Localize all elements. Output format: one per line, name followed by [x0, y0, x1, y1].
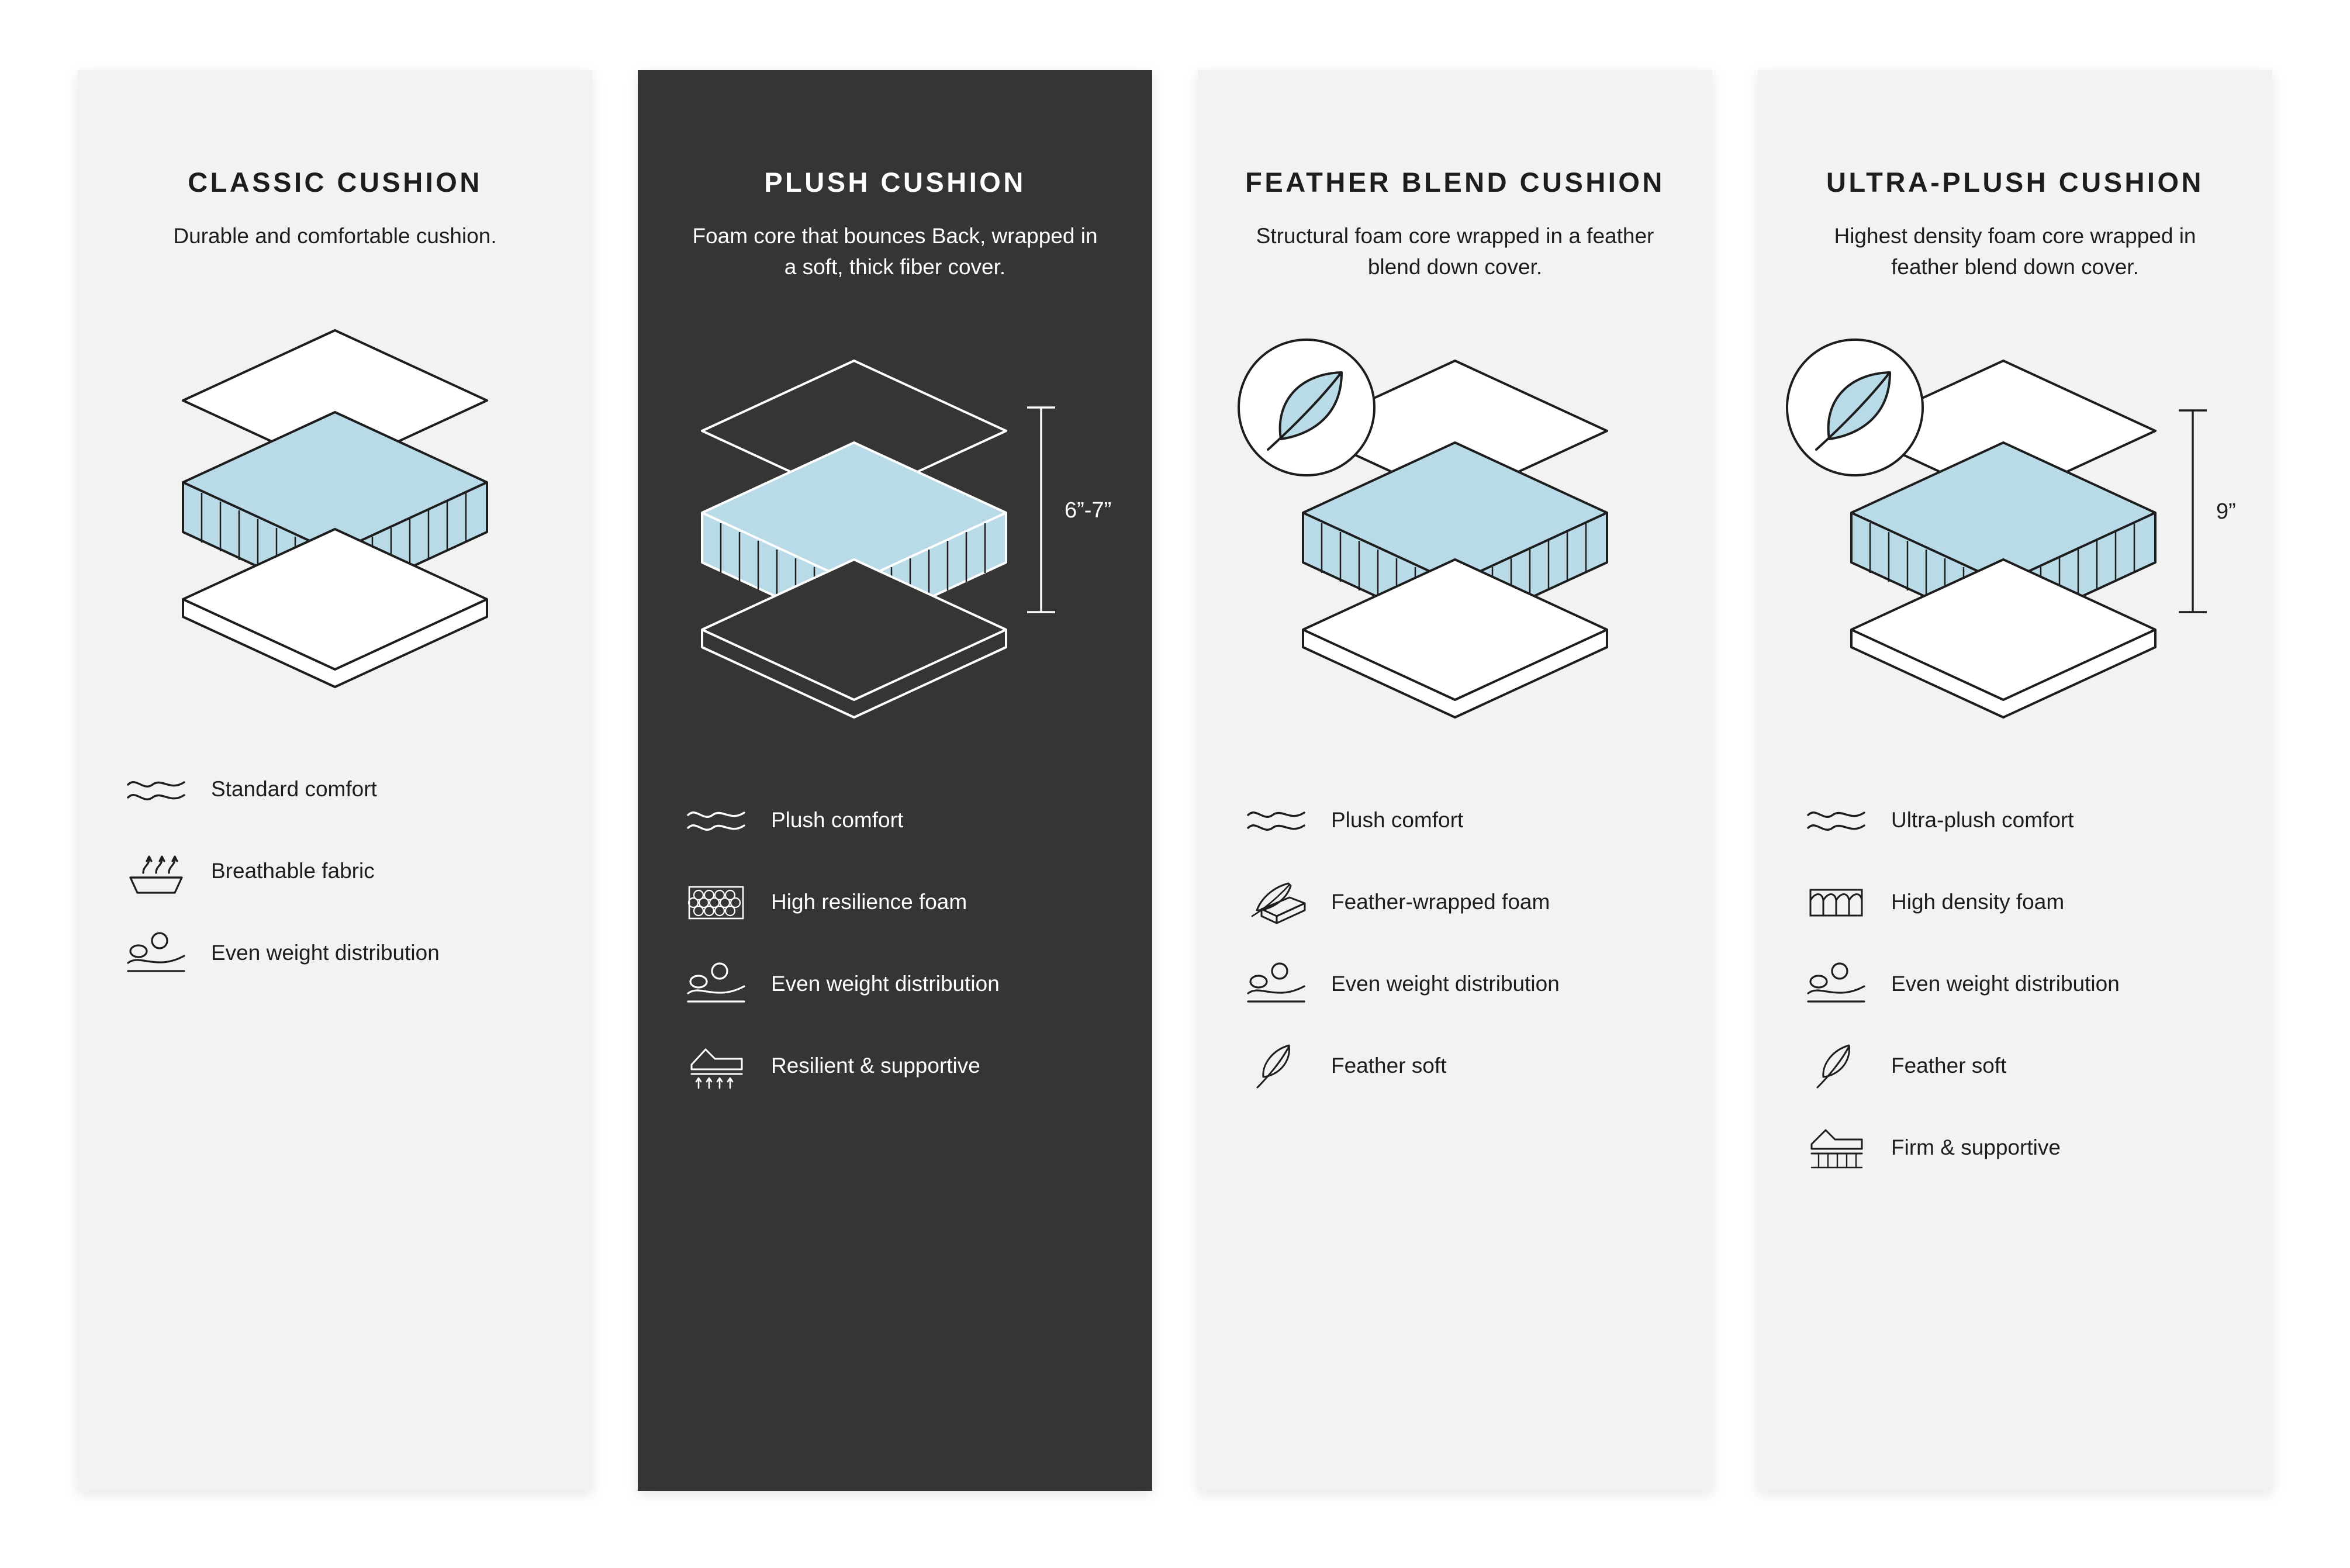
feature-label: Even weight distribution	[1331, 971, 1560, 996]
feature-list-classic	[78, 762, 592, 982]
feather-icon	[1241, 1038, 1311, 1094]
feature-label: High resilience foam	[771, 889, 967, 914]
feature-item	[1801, 874, 2229, 930]
feature-list-plush	[638, 792, 1152, 1094]
feature-list-ultra-plush	[1758, 792, 2272, 1176]
feature-label: Feather-wrapped foam	[1331, 889, 1550, 914]
feature-label: Even weight distribution	[1891, 971, 2120, 996]
page-title: FEATHER BLEND CUSHION	[1245, 167, 1665, 198]
page-title: CLASSIC CUSHION	[188, 167, 482, 198]
even-weight-distribution-icon	[1801, 956, 1871, 1012]
even-weight-distribution-icon	[681, 956, 751, 1012]
waves-icon	[1801, 792, 1871, 848]
card-description: Structural foam core wrapped in a feather blend down cover.	[1256, 224, 1654, 279]
cushion-card-classic	[78, 70, 592, 1491]
layered-cushion-illustration	[638, 296, 1152, 764]
feature-label: Feather soft	[1331, 1053, 1447, 1077]
feature-label: Plush comfort	[771, 807, 904, 832]
feature-label: Firm & supportive	[1891, 1135, 2061, 1159]
cushion-diagram-ultra-plush	[1758, 296, 2272, 782]
cushion-card-plush	[638, 70, 1152, 1491]
feature-item	[1241, 956, 1669, 1012]
feature-label: Plush comfort	[1331, 807, 1464, 832]
feature-item	[121, 925, 549, 982]
cushion-diagram-plush	[638, 296, 1152, 782]
cushion-card-feather-blend	[1198, 70, 1712, 1491]
feature-item	[1241, 1038, 1669, 1094]
feature-item	[121, 844, 549, 900]
feature-label: High density foam	[1891, 889, 2065, 914]
feature-label: Breathable fabric	[211, 859, 375, 883]
feature-item	[1801, 1120, 2229, 1176]
resilient-support-icon	[681, 1038, 751, 1094]
layered-cushion-illustration	[113, 266, 557, 734]
feature-item	[681, 792, 1109, 848]
leaf-badge-icon	[1787, 340, 1923, 475]
cushion-diagram-classic	[78, 266, 592, 751]
feather-icon	[1801, 1038, 1871, 1094]
breathable-fabric-icon	[121, 844, 191, 900]
feature-item	[121, 762, 549, 818]
card-description: Foam core that bounces Back, wrapped in a soft, thick fiber cover.	[692, 224, 1098, 279]
feature-item	[1801, 792, 2229, 848]
page-title: PLUSH CUSHION	[764, 167, 1026, 198]
feature-list-feather-blend	[1198, 792, 1712, 1094]
dimension-label: 6”-7”	[1065, 498, 1112, 523]
firm-support-icon	[1801, 1120, 1871, 1176]
layered-cushion-illustration	[1209, 296, 1701, 764]
honeycomb-foam-icon	[681, 874, 751, 930]
high-density-foam-icon	[1801, 874, 1871, 930]
leaf-badge-icon	[1239, 340, 1374, 475]
card-description: Highest density foam core wrapped in feather blend down cover.	[1834, 224, 2196, 279]
feature-item	[681, 1038, 1109, 1094]
feature-item	[681, 956, 1109, 1012]
feature-label: Resilient & supportive	[771, 1053, 980, 1077]
cushion-card-ultra-plush	[1758, 70, 2272, 1491]
feature-item	[1241, 874, 1669, 930]
dimension-label: 9”	[2216, 499, 2236, 524]
waves-icon	[121, 762, 191, 818]
feature-item	[1241, 792, 1669, 848]
layered-cushion-illustration	[1758, 296, 2272, 764]
waves-icon	[681, 792, 751, 848]
feature-label: Ultra-plush comfort	[1891, 807, 2074, 832]
even-weight-distribution-icon	[121, 925, 191, 982]
waves-icon	[1241, 792, 1311, 848]
cushion-diagram-feather-blend	[1198, 296, 1712, 782]
feature-item	[1801, 1038, 2229, 1094]
even-weight-distribution-icon	[1241, 956, 1311, 1012]
feature-label: Feather soft	[1891, 1053, 2007, 1077]
feather-wrapped-foam-icon	[1241, 874, 1311, 930]
feature-item	[681, 874, 1109, 930]
feature-label: Even weight distribution	[771, 971, 1000, 996]
card-description: Durable and comfortable cushion.	[173, 224, 497, 248]
page-title: ULTRA-PLUSH CUSHION	[1826, 167, 2204, 198]
feature-label: Even weight distribution	[211, 941, 440, 965]
feature-label: Standard comfort	[211, 777, 377, 802]
feature-item	[1801, 956, 2229, 1012]
